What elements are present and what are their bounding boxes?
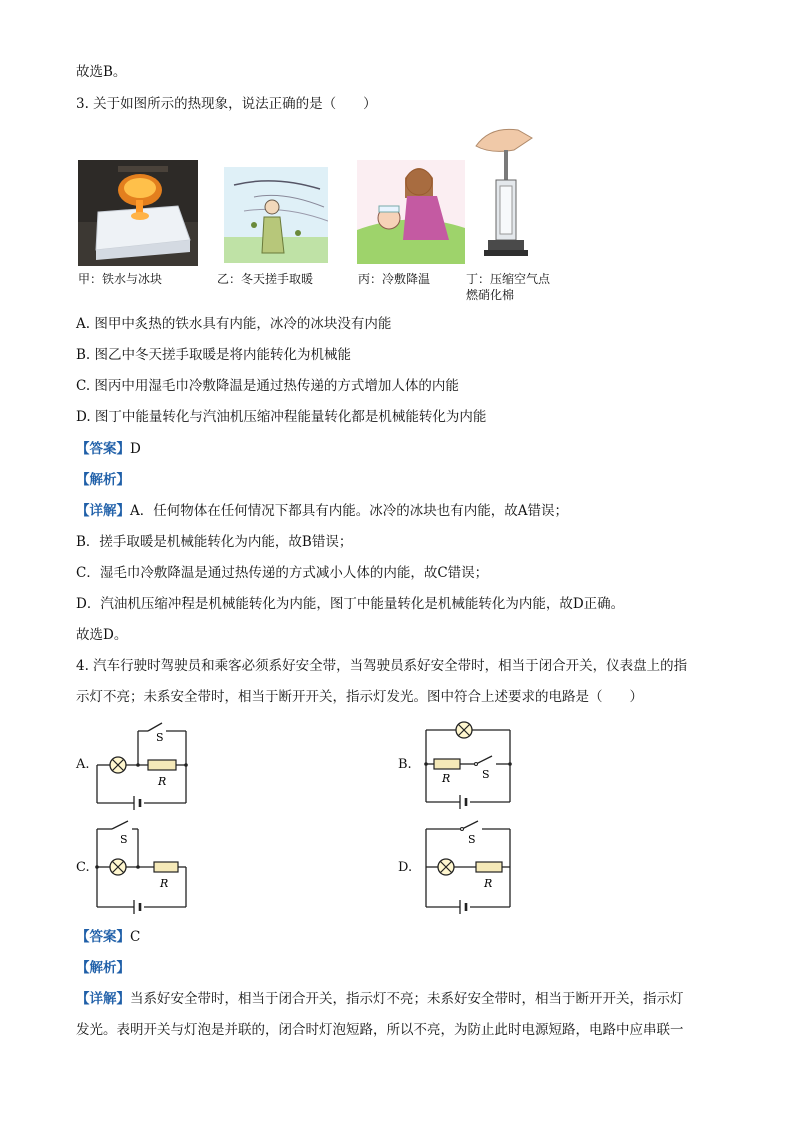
circuit-b-diagram: [418, 710, 518, 810]
caption-jia: 甲：铁水与冰块: [78, 272, 163, 286]
circuit-d-switch-label: S: [468, 833, 476, 846]
detail-tag: 【详解】: [76, 991, 130, 1007]
answer-3: [76, 440, 141, 458]
answer-tag: 【答案】: [76, 441, 130, 457]
detail-3-b: B．搓手取暖是机械能转化为内能，故B错误；: [76, 534, 353, 550]
q3-option-d: D. 图丁中能量转化与汽油机压缩冲程能量转化都是机械能转化为内能: [76, 409, 487, 425]
q3-option-b: B. 图乙中冬天搓手取暖是将内能转化为机械能: [76, 347, 352, 363]
circuit-a-resistor-label: R: [158, 775, 167, 788]
detail-tag: 【详解】: [76, 503, 130, 519]
analysis-tag-3: 【解析】: [76, 472, 130, 488]
detail-3-d: D．汽油机压缩冲程是机械能转化为内能，图丁中能量转化是机械能转化为内能，故D正确。: [76, 596, 625, 612]
circuit-d-resistor-label: R: [484, 877, 493, 890]
q3-option-a: A. 图甲中炙热的铁水具有内能，冰冷的冰块没有内能: [76, 316, 392, 332]
question-4-line-2: 示灯不亮；未系安全带时，相当于断开开关，指示灯发光。图中符合上述要求的电路是（ ）: [76, 689, 643, 705]
detail-text: A．任何物体在任何情况下都具有内能。冰冷的冰块也有内能，故A错误；: [130, 503, 568, 519]
figure-yi-rubbing-hands: [224, 167, 328, 263]
answer-tag: 【答案】: [76, 929, 130, 945]
line-guxuan-d: 故选D。: [76, 627, 128, 643]
circuit-d-diagram: [418, 815, 518, 915]
caption-yi: 乙：冬天搓手取暖: [217, 272, 314, 286]
caption-ding-1: 丁：压缩空气点: [466, 272, 551, 286]
circuit-a-diagram: [90, 715, 200, 810]
question-4-line-1: 4. 汽车行驶时驾驶员和乘客必须系好安全带，当驾驶员系好安全带时，相当于闭合开关，仪表盘上的指: [76, 658, 688, 674]
q3-option-c: C. 图丙中用湿毛巾冷敷降温是通过热传递的方式增加人体的内能: [76, 378, 459, 394]
circuit-b-resistor-label: R: [442, 772, 451, 785]
detail-3-c: C．湿毛巾冷敷降温是通过热传递的方式减小人体的内能，故C错误；: [76, 565, 489, 581]
caption-bing: 丙：冷敷降温: [358, 272, 431, 286]
circuit-d-label: D.: [398, 860, 413, 875]
figure-jia-molten-iron: [78, 160, 198, 266]
circuit-b-switch-label: S: [482, 768, 490, 781]
detail-text: 当系好安全带时，相当于闭合开关，指示灯不亮；未系好安全带时，相当于断开开关，指示灯: [130, 991, 684, 1007]
circuit-c-switch-label: S: [120, 833, 128, 846]
answer-value: D: [130, 441, 141, 457]
question-3: 3. 关于如图所示的热现象，说法正确的是（ ）: [76, 96, 377, 112]
circuit-c-resistor-label: R: [160, 877, 169, 890]
circuit-b-label: B.: [398, 757, 412, 772]
answer-4: [76, 928, 140, 946]
caption-ding-2: 燃硝化棉: [466, 288, 515, 302]
circuit-a-switch-label: S: [156, 731, 164, 744]
circuit-c-diagram: [90, 815, 200, 915]
detail-4-a: [76, 990, 684, 1008]
detail-4-b: 发光。表明开关与灯泡是并联的，闭合时灯泡短路，所以不亮，为防止此时电源短路，电路中应串联一: [76, 1022, 684, 1038]
circuit-c-label: C.: [76, 860, 90, 875]
figure-bing-cold-compress: [357, 160, 465, 264]
answer-value: C: [130, 929, 141, 945]
analysis-tag-4: 【解析】: [76, 960, 130, 976]
detail-3-a: [76, 502, 568, 520]
figure-ding-air-compression: [474, 124, 534, 264]
line-guxuan-b: 故选B。: [76, 64, 127, 80]
circuit-a-label: A.: [76, 757, 90, 772]
